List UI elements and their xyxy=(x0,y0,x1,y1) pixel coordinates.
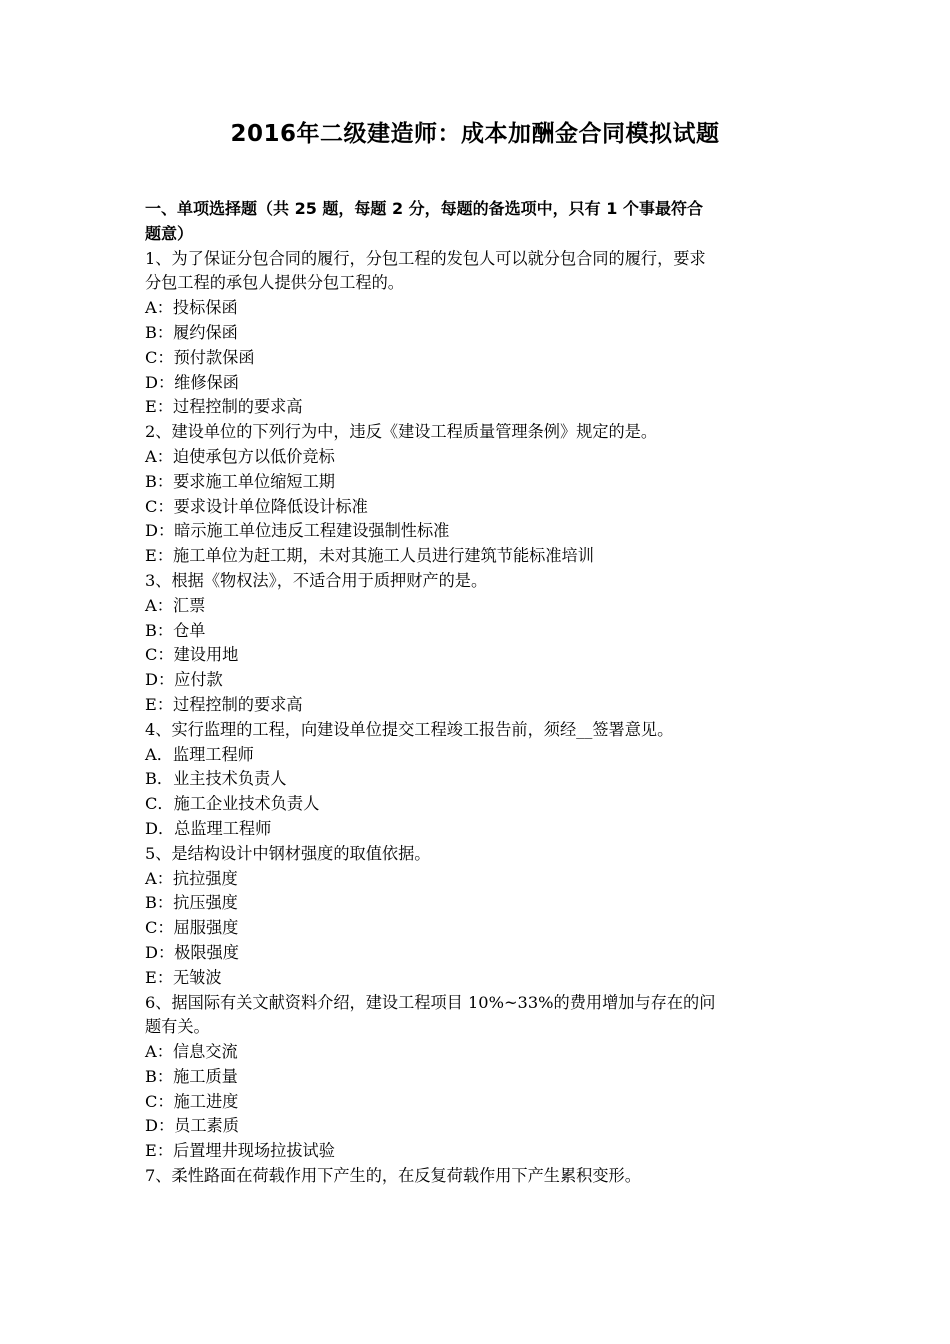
option-d: D：暗示施工单位违反工程建设强制性标准 xyxy=(145,521,450,541)
option-a: A：信息交流 xyxy=(145,1042,238,1062)
question-text xyxy=(145,247,810,297)
option-a: A：投标保函 xyxy=(145,298,238,318)
option-a: A：抗拉强度 xyxy=(145,868,238,888)
question-text: 4、实行监理的工程，向建设单位提交工程竣工报告前，须经__签署意见。 xyxy=(145,719,674,739)
option-a: A：汇票 xyxy=(145,595,206,615)
question-text-line-1: 1、为了保证分包合同的履行，分包工程的发包人可以就分包合同的履行，要求 xyxy=(145,248,706,268)
option-b: B：要求施工单位缩短工期 xyxy=(145,471,335,491)
option-c: C：预付款保函 xyxy=(145,347,255,367)
question-text-line-1: 6、据国际有关文献资料介绍，建设工程项目 10%~33%的费用增加与存在的问 xyxy=(145,992,716,1012)
option-d: D：应付款 xyxy=(145,670,223,690)
document-body xyxy=(145,197,810,1189)
option-c: C：要求设计单位降低设计标准 xyxy=(145,496,368,516)
option-c: C．施工企业技术负责人 xyxy=(145,794,320,814)
option-e: E：后置埋井现场拉拔试验 xyxy=(145,1141,335,1161)
option-a: A．监理工程师 xyxy=(145,744,254,764)
question-5 xyxy=(145,842,810,991)
question-text xyxy=(145,991,810,1041)
question-text-line-2: 题有关。 xyxy=(145,1017,210,1037)
question-4 xyxy=(145,718,810,842)
document-title: 2016年二级建造师：成本加酬金合同模拟试题 xyxy=(230,121,720,147)
option-d: D：维修保函 xyxy=(145,372,239,392)
option-b: B：抗压强度 xyxy=(145,893,238,913)
option-d: D．总监理工程师 xyxy=(145,818,272,838)
question-text: 2、建设单位的下列行为中，违反《建设工程质量管理条例》规定的是。 xyxy=(145,422,658,442)
question-text: 3、根据《物权法》，不适合用于质押财产的是。 xyxy=(145,570,488,590)
question-text: 5、是结构设计中钢材强度的取值依据。 xyxy=(145,843,431,863)
option-b: B：履约保函 xyxy=(145,322,238,342)
question-3 xyxy=(145,569,810,718)
question-text: 7、柔性路面在荷载作用下产生的，在反复荷载作用下产生累积变形。 xyxy=(145,1166,641,1186)
option-c: C：屈服强度 xyxy=(145,918,239,938)
question-7 xyxy=(145,1164,810,1189)
section-heading xyxy=(145,197,810,247)
question-1 xyxy=(145,247,810,421)
question-text-line-2: 分包工程的承包人提供分包工程的。 xyxy=(145,273,404,293)
option-e: E：无皱波 xyxy=(145,967,222,987)
option-e: E：施工单位为赶工期，未对其施工人员进行建筑节能标准培训 xyxy=(145,546,594,566)
option-b: B：仓单 xyxy=(145,620,206,640)
option-d: D：员工素质 xyxy=(145,1116,239,1136)
section-heading-line-1: 一、单项选择题（共 25 题，每题 2 分，每题的备选项中，只有 1 个事最符合 xyxy=(145,199,703,218)
option-e: E：过程控制的要求高 xyxy=(145,397,303,417)
option-c: C：建设用地 xyxy=(145,645,239,665)
option-b: B．业主技术负责人 xyxy=(145,769,287,789)
option-c: C：施工进度 xyxy=(145,1091,239,1111)
question-2 xyxy=(145,420,810,569)
question-6 xyxy=(145,991,810,1165)
option-b: B：施工质量 xyxy=(145,1066,238,1086)
section-heading-line-2: 题意） xyxy=(145,223,194,243)
option-a: A：迫使承包方以低价竞标 xyxy=(145,446,335,466)
option-d: D：极限强度 xyxy=(145,942,239,962)
option-e: E：过程控制的要求高 xyxy=(145,694,303,714)
